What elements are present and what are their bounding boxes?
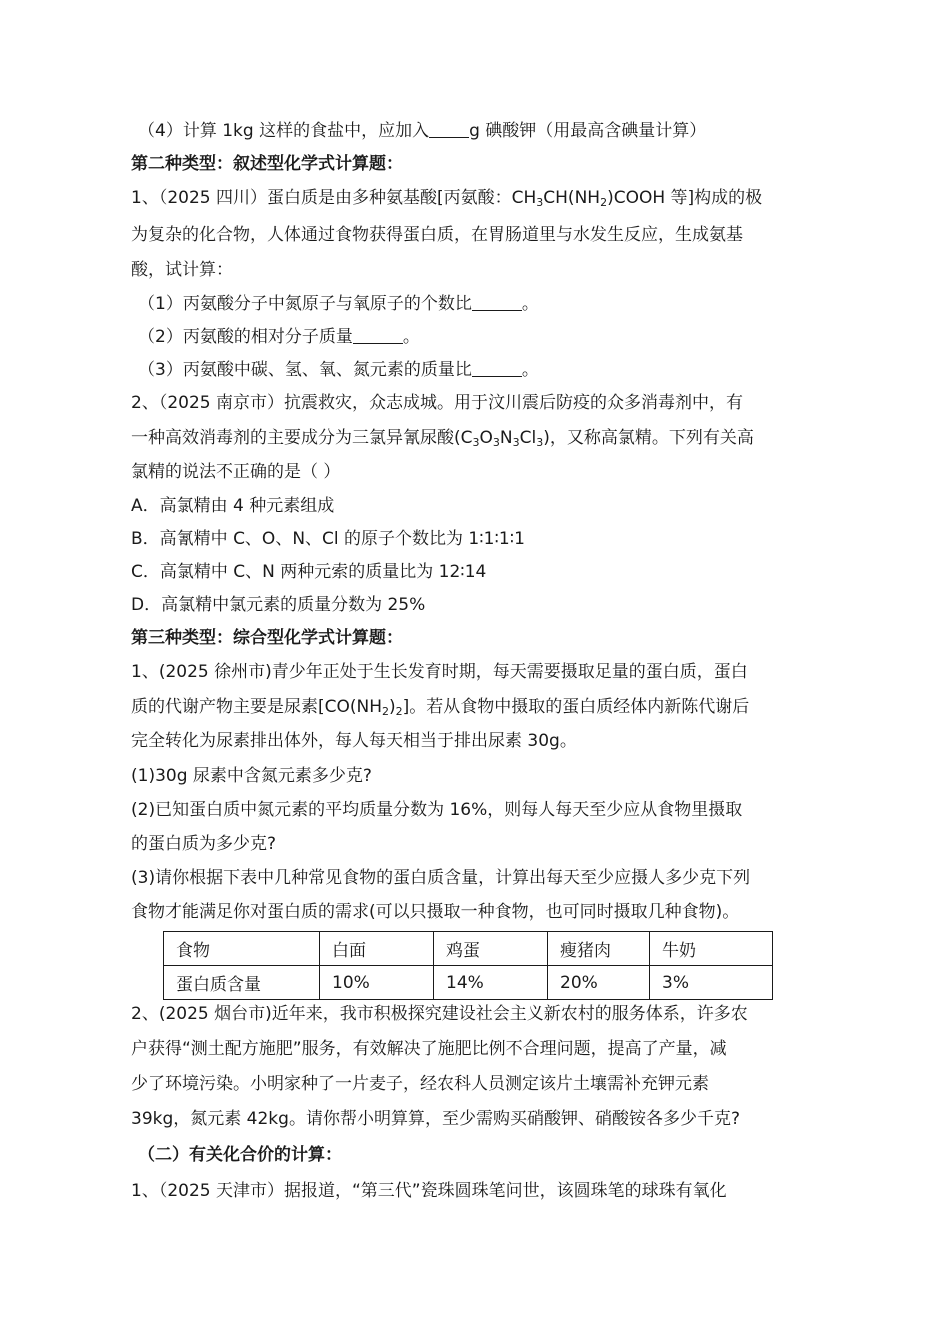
table-header-row: [164, 932, 773, 966]
text-run: 1、（2025 四川）蛋白质是由多种氨基酸[丙氨酸：CH: [131, 188, 537, 208]
problem1-q1: [138, 293, 838, 315]
problem4-line3: 少了环境污染。小明家种了一片麦子，经农科人员测定该片土壤需补充钾元素: [131, 1074, 709, 1094]
subscript: 3: [492, 436, 500, 449]
table-cell: 3%: [650, 966, 773, 1000]
type2-heading: 第二种类型：叙述型化学式计算题：: [131, 154, 403, 174]
problem1-line1: [131, 187, 831, 209]
subscript: 2: [395, 705, 403, 718]
question-4-line: [138, 120, 838, 142]
table-cell: 牛奶: [650, 932, 773, 966]
problem1-line2: 为复杂的化合物，人体通过食物获得蛋白质，在胃肠道里与水发生反应，生成氨基: [131, 225, 743, 245]
table-cell: 鸡蛋: [434, 932, 548, 966]
option-d: D．高氯精中氯元素的质量分数为 25%: [131, 595, 426, 615]
text-run: ): [389, 697, 396, 717]
subscript: 3: [536, 196, 544, 209]
text-run: O: [479, 428, 493, 448]
problem2-line1: 2、（2025 南京市）抗震救灾，众志成城。用于汶川震后防疫的众多消毒剂中，有: [131, 393, 743, 413]
text-run: N: [499, 428, 513, 448]
problem3-line1: 1、(2025 徐州市)青少年正处于生长发育时期，每天需要摄取足量的蛋白质，蛋白: [131, 662, 748, 682]
answer-blank: [429, 121, 469, 138]
subscript: 3: [472, 436, 480, 449]
question-4-text: （4）计算 1kg 这样的食盐中，应加入: [138, 121, 430, 141]
subscript: 3: [536, 436, 544, 449]
text-run: （2）丙氨酸的相对分子质量: [138, 327, 353, 347]
table-cell: 食物: [164, 932, 320, 966]
text-run: 。: [521, 294, 539, 314]
problem3-line3: 完全转化为尿素排出体外，每人每天相当于排出尿素 30g。: [131, 731, 577, 751]
problem3-q2-line1: (2)已知蛋白质中氮元素的平均质量分数为 16%，则每人每天至少应从食物里摄取: [131, 800, 743, 820]
problem1-line3: 酸，试计算：: [131, 260, 233, 280]
problem3-q3-line2: 食物才能满足你对蛋白质的需求(可以只摄取一种食物，也可同时摄取几种食物)。: [131, 902, 740, 922]
text-run: 质的代谢产物主要是尿素[CO(NH: [131, 697, 383, 717]
answer-blank: [472, 294, 522, 311]
table-cell: 白面: [320, 932, 434, 966]
problem5-line1: 1、（2025 天津市）据报道，“第三代”瓷珠圆珠笔问世，该圆珠笔的球珠有氧化: [131, 1181, 727, 1201]
problem4-line4: 39kg，氮元素 42kg。请你帮小明算算，至少需购买硝酸钾、硝酸铵各多少千克?: [131, 1109, 740, 1129]
answer-blank: [353, 327, 403, 344]
table-cell: 10%: [320, 966, 434, 1000]
text-run: Cl: [519, 428, 537, 448]
subscript: 2: [382, 705, 390, 718]
type3-heading: 第三种类型：综合型化学式计算题：: [131, 628, 403, 648]
option-a: A．高氯精由 4 种元素组成: [131, 496, 335, 516]
problem2-line3: 氯精的说法不正确的是（ ）: [131, 462, 341, 482]
problem3-q3-line1: (3)请你根据下表中几种常见食物的蛋白质含量，计算出每天至少应摄人多少克下列: [131, 868, 751, 888]
text-run: ]。若从食物中摄取的蛋白质经体内新陈代谢后: [402, 697, 750, 717]
table-cell: 20%: [548, 966, 650, 1000]
answer-blank: [472, 360, 522, 377]
option-c: C．高氯精中 C、N 两种元索的质量比为 12∶14: [131, 562, 487, 582]
text-run: )COOH 等]构成的极: [607, 188, 763, 208]
text-run: CH(NH: [543, 188, 601, 208]
protein-content-table: [163, 931, 773, 1000]
problem4-line1: 2、(2025 烟台市)近年来，我市积极探究建设社会主义新农村的服务体系，许多农: [131, 1004, 748, 1024]
problem3-q1: (1)30g 尿素中含氮元素多少克?: [131, 766, 372, 786]
subscript: 3: [512, 436, 520, 449]
table-cell: 蛋白质含量: [164, 966, 320, 1000]
problem4-line2: 户获得“测土配方施肥”服务，有效解决了施肥比例不合理问题，提高了产量，减: [131, 1039, 727, 1059]
subscript: 2: [600, 196, 608, 209]
option-b: B．高氰精中 C、O、N、Cl 的原子个数比为 1∶1∶1∶1: [131, 529, 525, 549]
section2-heading: （二）有关化合价的计算：: [138, 1145, 342, 1165]
problem3-line2: [131, 696, 831, 718]
problem1-q2: [138, 326, 838, 348]
problem1-q3: [138, 359, 838, 381]
text-run: （3）丙氨酸中碳、氢、氧、氮元素的质量比: [138, 360, 472, 380]
text-run: 。: [521, 360, 539, 380]
text-run: )，又称高氯精。下列有关高: [543, 428, 754, 448]
table-cell: 瘦猪肉: [548, 932, 650, 966]
table-row: [164, 966, 773, 1000]
question-4-text-end: g 碘酸钾（用最高含碘量计算）: [469, 121, 707, 141]
problem2-line2: [131, 427, 831, 449]
text-run: （1）丙氨酸分子中氮原子与氧原子的个数比: [138, 294, 472, 314]
text-run: 一种高效消毒剂的主要成分为三氯异氰尿酸(C: [131, 428, 473, 448]
table-cell: 14%: [434, 966, 548, 1000]
text-run: 。: [402, 327, 420, 347]
problem3-q2-line2: 的蛋白质为多少克?: [131, 834, 277, 854]
